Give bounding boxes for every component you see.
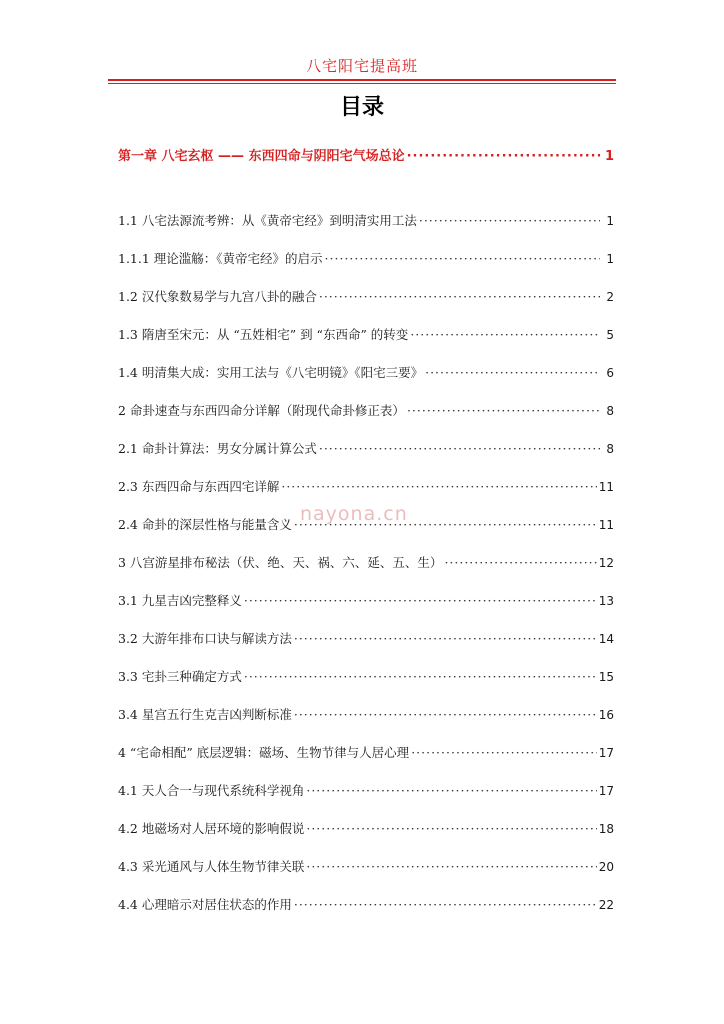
header-rule-thin bbox=[108, 83, 616, 84]
toc-page-number: 14 bbox=[598, 632, 614, 646]
toc-entry-text: 4.4 心理暗示对居住状态的作用 bbox=[118, 897, 292, 912]
toc-entry-text: 3 八宫游星排布秘法（伏、绝、天、祸、六、延、五、生） bbox=[118, 555, 443, 570]
toc-page-number: 17 bbox=[598, 746, 614, 760]
toc-entry[interactable] bbox=[118, 287, 614, 305]
toc-entry-text: 3.3 宅卦三种确定方式 bbox=[118, 669, 242, 684]
toc-leader-dots bbox=[319, 289, 600, 304]
toc-leader-dots bbox=[410, 327, 600, 342]
toc-entry[interactable] bbox=[118, 629, 614, 647]
toc-leader-dots bbox=[444, 555, 596, 570]
toc-entry[interactable] bbox=[118, 591, 614, 609]
toc-leader-dots bbox=[411, 745, 597, 760]
toc-leader-dots bbox=[244, 669, 597, 684]
toc-leader-dots bbox=[407, 403, 600, 418]
toc-page-number: 2 bbox=[606, 290, 614, 304]
toc-entry-text: 1.3 隋唐至宋元：从 “五姓相宅” 到 “东西命” 的转变 bbox=[118, 327, 409, 342]
toc-entry[interactable] bbox=[118, 325, 614, 343]
toc-entry-text: 1.4 明清集大成：实用工法与《八宅明镜》《阳宅三要》 bbox=[118, 365, 424, 380]
toc-entry-text: 3.2 大游年排布口诀与解读方法 bbox=[118, 631, 292, 646]
header-rule-thick bbox=[108, 79, 616, 81]
toc-entry[interactable] bbox=[118, 439, 614, 457]
toc-leader-dots bbox=[281, 479, 596, 494]
toc-leader-dots bbox=[244, 593, 597, 608]
toc-page-number: 5 bbox=[606, 328, 614, 342]
toc-entry-text: 1.2 汉代象数易学与九宫八卦的融合 bbox=[118, 289, 317, 304]
toc-entry-text: 第一章 八宅玄枢 —— 东西四命与阴阳宅气场总论 bbox=[118, 149, 405, 164]
toc-entry[interactable] bbox=[118, 895, 614, 913]
toc-leader-dots bbox=[425, 365, 600, 380]
toc-page-number: 11 bbox=[598, 480, 614, 494]
toc-entry[interactable] bbox=[118, 705, 614, 723]
toc-chapter-entry[interactable] bbox=[118, 145, 614, 164]
toc-leader-dots bbox=[294, 631, 597, 646]
toc-leader-dots bbox=[306, 821, 596, 836]
toc-leader-dots bbox=[325, 251, 600, 266]
page-title: 目录 bbox=[339, 94, 384, 120]
toc-page-number: 16 bbox=[598, 708, 614, 722]
toc-leader-dots bbox=[407, 149, 600, 164]
toc-page-number: 1 bbox=[606, 252, 614, 266]
toc-entry[interactable] bbox=[118, 743, 614, 761]
toc-entry[interactable] bbox=[118, 363, 614, 381]
toc-page-number: 22 bbox=[598, 898, 614, 912]
toc-entry-text: 1.1.1 理论滥觞：《黄帝宅经》的启示 bbox=[118, 251, 323, 266]
toc-leader-dots bbox=[294, 897, 597, 912]
toc-page-number: 18 bbox=[598, 822, 614, 836]
toc-page-number: 11 bbox=[598, 518, 614, 532]
toc-page-number: 8 bbox=[606, 404, 614, 418]
toc-page-number: 17 bbox=[598, 784, 614, 798]
toc-leader-dots bbox=[319, 441, 600, 456]
toc-entry[interactable] bbox=[118, 401, 614, 419]
header-title: 八宅阳宅提高班 bbox=[305, 57, 418, 75]
toc-entry[interactable] bbox=[118, 819, 614, 837]
toc-leader-dots bbox=[306, 859, 596, 874]
toc-page-number: 20 bbox=[598, 860, 614, 874]
toc-entry[interactable] bbox=[118, 249, 614, 267]
toc-entry-text: 3.4 星宫五行生克吉凶判断标准 bbox=[118, 707, 292, 722]
toc-entry-text: 1.1 八宅法源流考辨：从《黄帝宅经》到明清实用工法 bbox=[118, 213, 417, 228]
toc-entry-text: 4.1 天人合一与现代系统科学视角 bbox=[118, 783, 305, 798]
toc-entry-text: 2 命卦速查与东西四命分详解（附现代命卦修正表） bbox=[118, 403, 405, 418]
toc-leader-dots bbox=[419, 213, 600, 228]
toc-entry-text: 4.2 地磁场对人居环境的影响假说 bbox=[118, 821, 305, 836]
watermark: nayona.cn bbox=[300, 503, 408, 525]
toc-entry[interactable] bbox=[118, 667, 614, 685]
toc-page-number: 15 bbox=[598, 670, 614, 684]
toc-entry[interactable] bbox=[118, 781, 614, 799]
toc-page-number: 13 bbox=[598, 594, 614, 608]
toc-entry[interactable] bbox=[118, 857, 614, 875]
toc-page-number: 6 bbox=[606, 366, 614, 380]
toc-page-number: 1 bbox=[604, 149, 614, 164]
toc-entry-text: 4 “宅命相配” 底层逻辑：磁场、生物节律与人居心理 bbox=[118, 745, 410, 760]
toc-entry[interactable] bbox=[118, 553, 614, 571]
toc-entry-text: 4.3 采光通风与人体生物节律关联 bbox=[118, 859, 305, 874]
toc-entry-text: 2.3 东西四命与东西四宅详解 bbox=[118, 479, 280, 494]
toc-page-number: 1 bbox=[606, 214, 614, 228]
toc-entry-text: 2.1 命卦计算法：男女分属计算公式 bbox=[118, 441, 317, 456]
toc-leader-dots bbox=[294, 707, 597, 722]
toc-entry[interactable] bbox=[118, 211, 614, 229]
toc-entry-text: 2.4 命卦的深层性格与能量含义 bbox=[118, 517, 292, 532]
toc-entry[interactable] bbox=[118, 477, 614, 495]
toc-page-number: 8 bbox=[606, 442, 614, 456]
toc-page-number: 12 bbox=[598, 556, 614, 570]
toc-entry-text: 3.1 九星吉凶完整释义 bbox=[118, 593, 242, 608]
toc-leader-dots bbox=[306, 783, 596, 798]
